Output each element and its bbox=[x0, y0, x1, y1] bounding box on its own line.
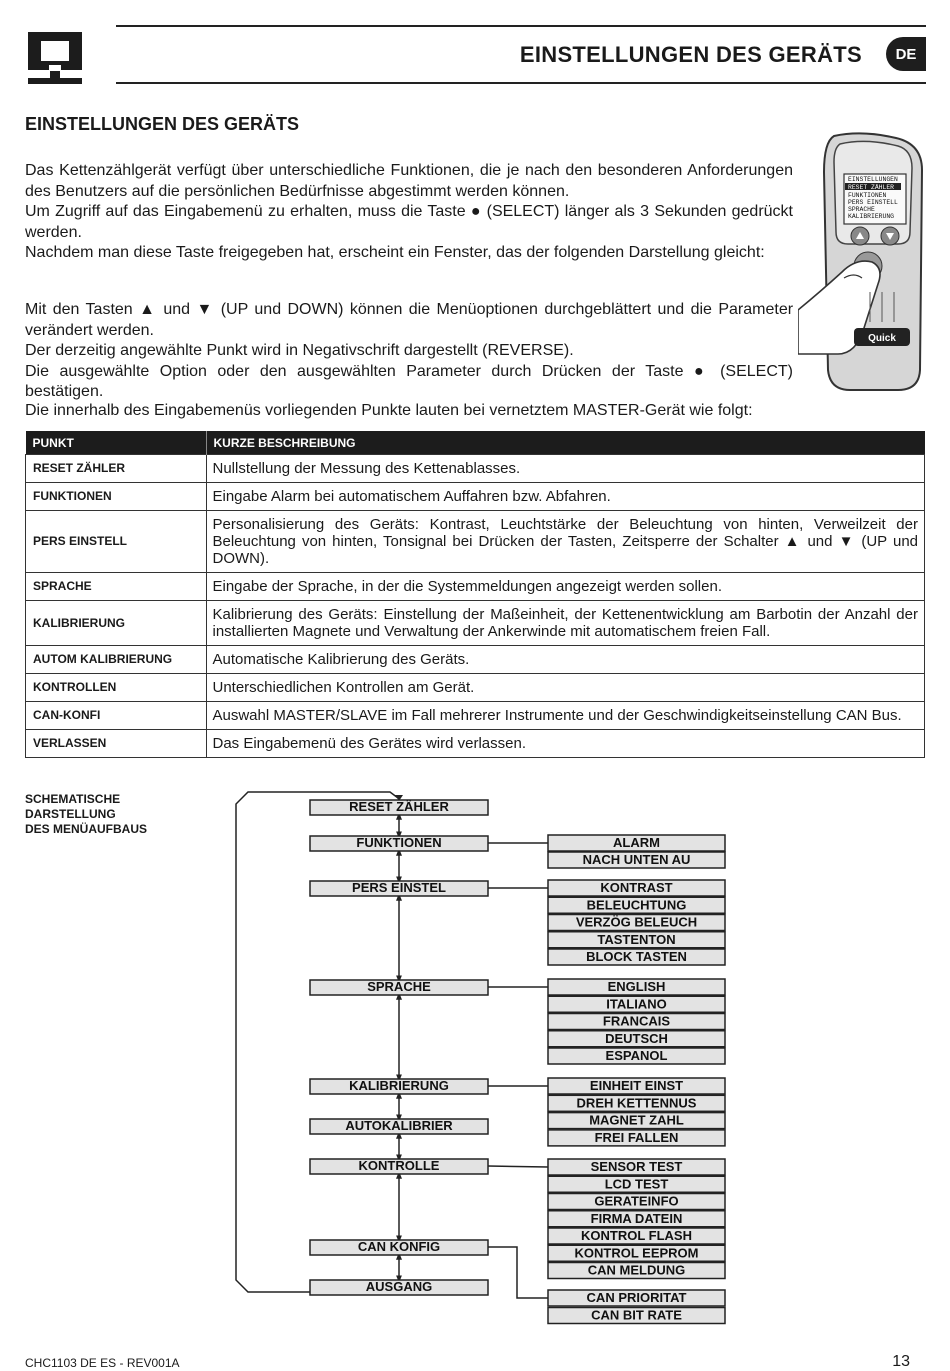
svg-text:NACH UNTEN AU: NACH UNTEN AU bbox=[582, 852, 691, 867]
nav-text-2: Der derzeitig angewählte Punkt wird in Negativschrift dargestellt (REVERSE). bbox=[25, 342, 574, 359]
submenu-box bbox=[548, 979, 725, 995]
menu-box bbox=[310, 1279, 488, 1295]
table-desc: Kalibrierung des Geräts: Einstellung der Maßeinheit, der Kettenentwicklung am Barbotin der Anzahl der installierten Magnete und Verwaltung der Ankerwinde mit automatischem freien Fall. bbox=[206, 601, 925, 646]
loop-line bbox=[236, 792, 398, 1292]
submenu-box bbox=[548, 1130, 725, 1146]
submenu-box bbox=[548, 1159, 725, 1175]
svg-text:SENSOR TEST: SENSOR TEST bbox=[590, 1159, 683, 1174]
svg-text:ENGLISH: ENGLISH bbox=[607, 979, 666, 994]
table-row bbox=[26, 674, 925, 702]
up-triangle-icon: ▲ bbox=[139, 301, 157, 318]
header-rule-top bbox=[116, 25, 926, 27]
submenu-box bbox=[548, 1290, 725, 1306]
submenu-box bbox=[548, 1014, 725, 1030]
remote-control-illustration bbox=[798, 132, 926, 394]
menu-box bbox=[310, 1078, 488, 1094]
desc-part: und bbox=[807, 533, 833, 550]
svg-text:FRANCAIS: FRANCAIS bbox=[602, 1013, 671, 1029]
table-desc: Eingabe Alarm bei automatischem Auffahren bzw. Abfahren. bbox=[206, 483, 925, 511]
svg-text:ITALIANO: ITALIANO bbox=[606, 996, 667, 1012]
desc-part: (UP und DOWN). bbox=[212, 533, 918, 567]
menu-items-table bbox=[25, 431, 925, 758]
menu-box bbox=[310, 1118, 488, 1134]
svg-text:CAN PRIORITAT: CAN PRIORITAT bbox=[586, 1290, 687, 1305]
table-row bbox=[26, 483, 925, 511]
up-triangle-icon: ▲ bbox=[784, 533, 802, 550]
page-number: 13 bbox=[892, 1353, 910, 1370]
diagram-label-line: DARSTELLUNG bbox=[25, 807, 116, 821]
menu-box bbox=[310, 880, 488, 896]
table-intro: Die innerhalb des Eingabemenüs vorliegenden Punkte lauten bei vernetztem MASTER-Gerät wie folgt: bbox=[25, 402, 753, 419]
svg-text:FREI FALLEN: FREI FALLEN bbox=[594, 1129, 679, 1145]
submenu-box bbox=[548, 880, 725, 896]
screen-line-4: PERS EINSTELL bbox=[848, 199, 898, 206]
submenu-box bbox=[548, 1263, 725, 1279]
svg-text:CAN KONFIG: CAN KONFIG bbox=[357, 1239, 441, 1254]
svg-text:FUNKTIONEN: FUNKTIONEN bbox=[356, 835, 442, 850]
submenu-box bbox=[548, 835, 725, 851]
table-key: KONTROLLEN bbox=[26, 674, 207, 702]
table-row bbox=[26, 455, 925, 483]
svg-text:DREH KETTENNUS: DREH KETTENNUS bbox=[576, 1095, 697, 1111]
svg-text:AUSGANG: AUSGANG bbox=[365, 1279, 433, 1294]
svg-text:FIRMA DATEIN: FIRMA DATEIN bbox=[590, 1210, 683, 1226]
submenu-box bbox=[548, 1194, 725, 1210]
intro-paragraph bbox=[25, 161, 793, 264]
select-dot-icon: ● bbox=[693, 362, 710, 380]
menu-structure-diagram bbox=[0, 770, 950, 1330]
submenu-box bbox=[548, 1176, 725, 1192]
table-desc: Automatische Kalibrierung des Geräts. bbox=[206, 646, 925, 674]
submenu-connector bbox=[488, 1166, 548, 1167]
down-triangle-icon: ▼ bbox=[196, 301, 215, 318]
table-desc: Nullstellung der Messung des Kettenablasses. bbox=[206, 455, 925, 483]
submenu-box bbox=[548, 852, 725, 868]
table-key: RESET ZÄHLER bbox=[26, 455, 207, 483]
table-key: SPRACHE bbox=[26, 573, 207, 601]
column-header-punkt: PUNKT bbox=[26, 431, 207, 455]
svg-text:ESPANOL: ESPANOL bbox=[605, 1048, 668, 1063]
intro-text-3: Nachdem man diese Taste freigegeben hat, erscheint ein Fenster, das der folgenden Darstellung gleicht: bbox=[25, 244, 765, 261]
menu-box bbox=[310, 835, 488, 851]
select-dot-icon: ● bbox=[470, 203, 482, 220]
table-row bbox=[26, 702, 925, 730]
svg-text:DEUTSCH: DEUTSCH bbox=[605, 1030, 668, 1046]
diagram-boxes bbox=[310, 799, 725, 1324]
submenu-box bbox=[548, 915, 725, 931]
svg-text:CAN BIT RATE: CAN BIT RATE bbox=[591, 1307, 682, 1323]
submenu-box bbox=[548, 1095, 725, 1111]
section-title: EINSTELLUNGEN DES GERÄTS bbox=[25, 114, 300, 134]
submenu-box bbox=[548, 996, 725, 1012]
table-key: KALIBRIERUNG bbox=[26, 601, 207, 646]
svg-text:BLOCK TASTEN: BLOCK TASTEN bbox=[586, 949, 687, 964]
menu-box bbox=[310, 979, 488, 995]
submenu-box bbox=[548, 897, 725, 913]
svg-text:MAGNET ZAHL: MAGNET ZAHL bbox=[589, 1112, 684, 1128]
submenu-box bbox=[548, 949, 725, 965]
svg-text:SPRACHE: SPRACHE bbox=[367, 979, 431, 994]
header-title: EINSTELLUNGEN DES GERÄTS bbox=[519, 42, 862, 67]
svg-text:GERATEINFO: GERATEINFO bbox=[594, 1193, 679, 1209]
diagram-connectors bbox=[236, 792, 548, 1298]
screen-line-5: SPRACHE bbox=[848, 206, 875, 213]
nav-text-3a: Die ausgewählte Option oder den ausgewählten Parameter durch Drücken der Taste bbox=[25, 362, 684, 380]
svg-text:EINHEIT EINST: EINHEIT EINST bbox=[589, 1078, 684, 1093]
table-desc: Unterschiedlichen Kontrollen am Gerät. bbox=[206, 674, 925, 702]
intro-text-2b: (SELECT) länger als 3 Sekunden gedrückt werden. bbox=[25, 203, 793, 241]
desc-part: Personalisierung des Geräts: Kontrast, Leuchtstärke der Beleuchtung von hinten, Verweilzeit der Beleuchtung von hinten, Tonsignal bei Drücken der Tasten, Zeitsperre der Schalter bbox=[212, 516, 918, 550]
svg-text:KALIBRIERUNG: KALIBRIERUNG bbox=[349, 1078, 449, 1093]
menu-box bbox=[310, 1239, 488, 1255]
svg-text:KONTROL FLASH: KONTROL FLASH bbox=[581, 1228, 692, 1243]
submenu-box bbox=[548, 1078, 725, 1094]
svg-text:AUTOKALIBRIER: AUTOKALIBRIER bbox=[345, 1118, 453, 1133]
svg-text:KONTROLLE: KONTROLLE bbox=[358, 1158, 440, 1173]
table-desc: Eingabe der Sprache, in der die Systemmeldungen angezeigt werden sollen. bbox=[206, 573, 925, 601]
screen-line-3: FUNKTIONEN bbox=[848, 192, 887, 199]
svg-text:PERS EINSTEL: PERS EINSTEL bbox=[352, 880, 446, 895]
submenu-box bbox=[548, 1308, 725, 1324]
table-key: CAN-KONFI bbox=[26, 702, 207, 730]
nav-text-1c: (UP und DOWN) können die Menüoptionen durchgeblättert und die Parameter verändert werden. bbox=[25, 301, 794, 339]
navigation-paragraph bbox=[25, 300, 793, 403]
submenu-box bbox=[548, 1113, 725, 1129]
down-triangle-icon: ▼ bbox=[838, 533, 856, 550]
screen-line-6: KALIBRIERUNG bbox=[848, 213, 895, 220]
menu-box bbox=[310, 799, 488, 815]
submenu-box bbox=[548, 1211, 725, 1227]
svg-text:KONTRAST: KONTRAST bbox=[600, 880, 673, 895]
document-code: CHC1103 DE ES - REV001A bbox=[25, 1356, 180, 1370]
table-row bbox=[26, 511, 925, 573]
screen-line-2: RESET ZÄHLER bbox=[848, 184, 895, 191]
language-badge: DE bbox=[886, 37, 926, 71]
quick-logo bbox=[24, 26, 86, 84]
nav-text-1b: und bbox=[163, 301, 191, 318]
svg-text:TASTENTON: TASTENTON bbox=[597, 931, 676, 947]
table-desc bbox=[206, 511, 925, 573]
nav-text-1a: Mit den Tasten bbox=[25, 301, 133, 318]
table-desc: Das Eingabemenü des Gerätes wird verlassen. bbox=[206, 730, 925, 758]
submenu-box bbox=[548, 1048, 725, 1064]
svg-text:LCD TEST: LCD TEST bbox=[604, 1176, 669, 1192]
svg-text:RESET ZÄHLER: RESET ZÄHLER bbox=[349, 799, 449, 814]
column-header-beschreibung: KURZE BESCHREIBUNG bbox=[206, 431, 925, 455]
table-row bbox=[26, 646, 925, 674]
menu-box bbox=[310, 1158, 488, 1174]
intro-text-1: Das Kettenzählgerät verfügt über unterschiedliche Funktionen, die je nach den besonderen Anforderungen des Benutzers auf die persönlichen Bedürfnisse abgestimmt werden können. bbox=[25, 162, 793, 200]
remote-brand: Quick bbox=[868, 333, 896, 344]
table-desc: Auswahl MASTER/SLAVE im Fall mehrerer Instrumente und der Geschwindigkeitseinstellung CAN Bus. bbox=[206, 702, 925, 730]
svg-text:ALARM: ALARM bbox=[613, 835, 660, 850]
table-key: AUTOM KALIBRIERUNG bbox=[26, 646, 207, 674]
svg-text:CAN MELDUNG: CAN MELDUNG bbox=[587, 1262, 686, 1278]
diagram-label-line: SCHEMATISCHE bbox=[25, 792, 121, 806]
submenu-box bbox=[548, 1245, 725, 1261]
header-rule-bottom bbox=[116, 82, 926, 84]
table-row bbox=[26, 730, 925, 758]
table-row bbox=[26, 573, 925, 601]
svg-text:KONTROL EEPROM: KONTROL EEPROM bbox=[574, 1245, 699, 1261]
submenu-box bbox=[548, 1228, 725, 1244]
svg-text:VERZÖG BELEUCH: VERZÖG BELEUCH bbox=[575, 914, 698, 930]
submenu-box bbox=[548, 932, 725, 948]
intro-text-2a: Um Zugriff auf das Eingabemenü zu erhalten, muss die Taste bbox=[25, 203, 466, 220]
screen-line-1: EINSTELLUNGEN bbox=[848, 176, 898, 183]
submenu-box bbox=[548, 1031, 725, 1047]
submenu-connector bbox=[488, 1247, 548, 1298]
nav-text-3b: (SELECT) bestätigen. bbox=[25, 362, 793, 400]
diagram-label-line: DES MENÜAUFBAUS bbox=[25, 822, 148, 836]
table-key: VERLASSEN bbox=[26, 730, 207, 758]
table-key: FUNKTIONEN bbox=[26, 483, 207, 511]
table-key: PERS EINSTELL bbox=[26, 511, 207, 573]
table-row bbox=[26, 601, 925, 646]
svg-text:BELEUCHTUNG: BELEUCHTUNG bbox=[586, 897, 687, 913]
